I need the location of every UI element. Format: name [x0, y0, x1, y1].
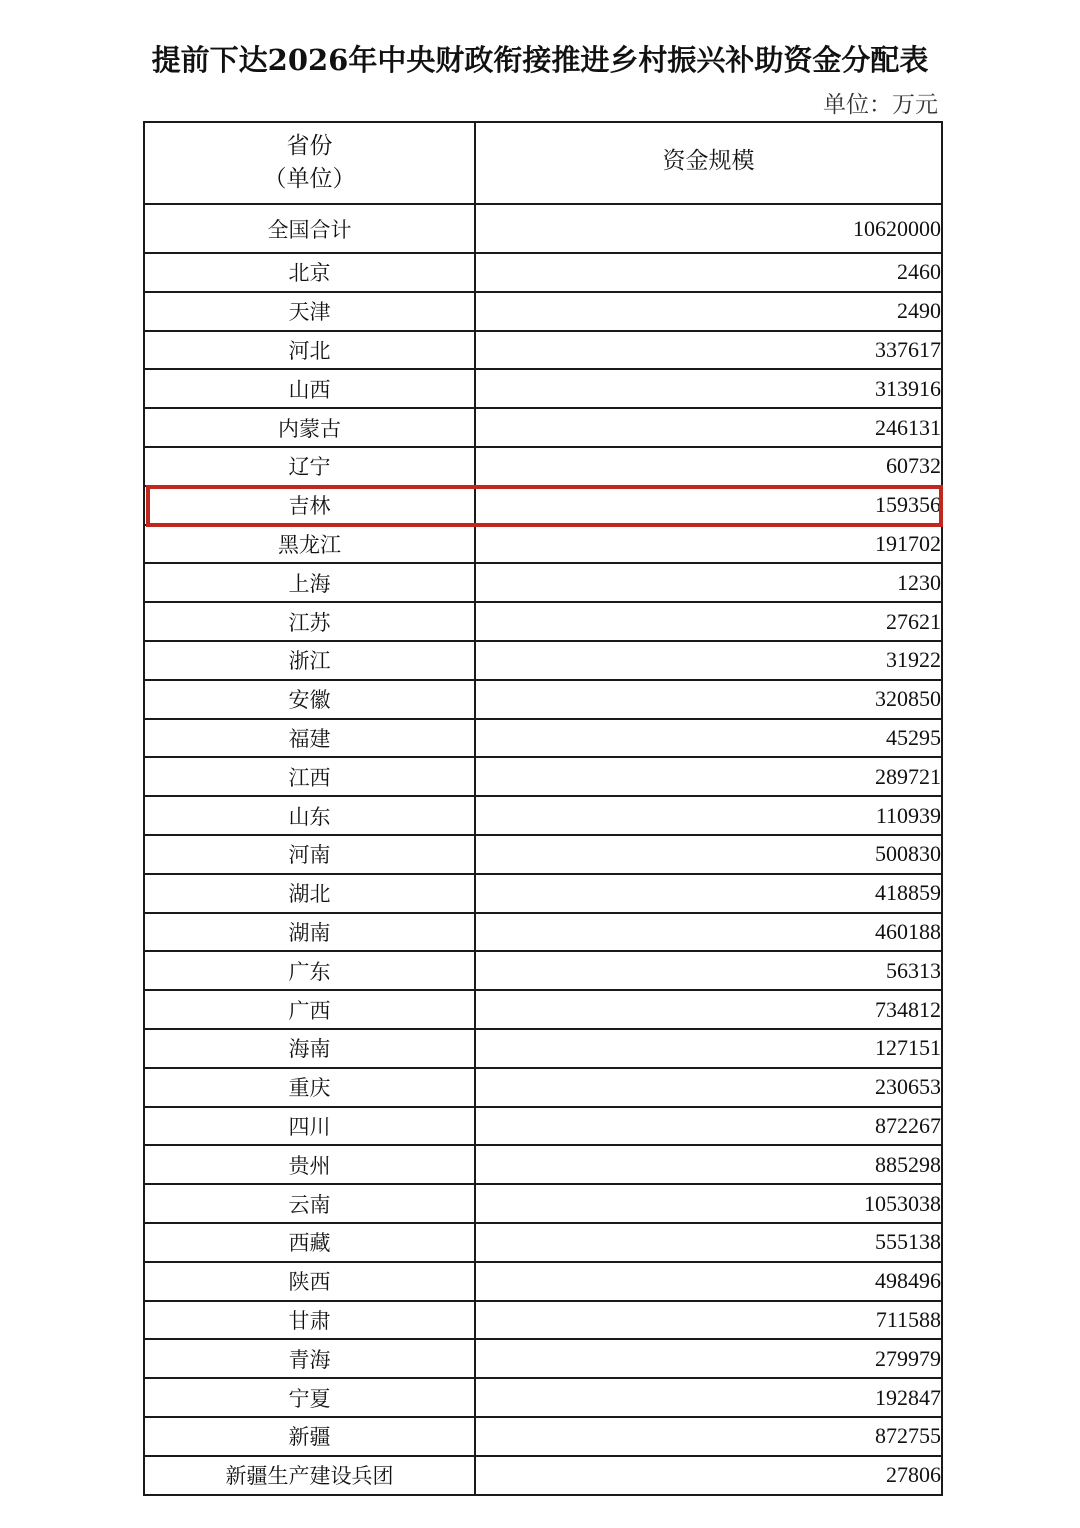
fund-value: 110939 — [475, 796, 942, 835]
fund-value: 191702 — [475, 525, 942, 564]
fund-value: 27806 — [475, 1456, 942, 1495]
province-name: 新疆 — [144, 1417, 475, 1456]
table-row — [144, 1068, 942, 1107]
province-name: 北京 — [144, 253, 475, 292]
fund-value: 500830 — [475, 835, 942, 874]
header-unit-label: （单位） — [263, 166, 356, 192]
table-row — [144, 1262, 942, 1301]
table-row — [144, 913, 942, 952]
fund-value: 159356 — [475, 486, 942, 525]
fund-value: 56313 — [475, 951, 942, 990]
table-row — [144, 719, 942, 758]
table-row — [144, 641, 942, 680]
province-name: 海南 — [144, 1029, 475, 1068]
fund-value: 872267 — [475, 1107, 942, 1146]
fund-value: 872755 — [475, 1417, 942, 1456]
table-body — [144, 204, 942, 1495]
province-name: 江西 — [144, 757, 475, 796]
document-title: 提前下达2026年中央财政衔接推进乡村振兴补助资金分配表 — [151, 43, 929, 77]
table-row — [144, 990, 942, 1029]
fund-value: 711588 — [475, 1301, 942, 1340]
table-row — [144, 369, 942, 408]
province-name: 甘肃 — [144, 1301, 475, 1340]
header-province — [144, 122, 475, 204]
fund-value: 1230 — [475, 563, 942, 602]
province-name: 吉林 — [144, 486, 475, 525]
province-name: 河北 — [144, 331, 475, 370]
table-row — [144, 757, 942, 796]
province-name: 贵州 — [144, 1145, 475, 1184]
total-row — [144, 204, 942, 253]
fund-value: 555138 — [475, 1223, 942, 1262]
table-row — [144, 1145, 942, 1184]
province-name: 广西 — [144, 990, 475, 1029]
province-name: 四川 — [144, 1107, 475, 1146]
fund-value: 460188 — [475, 913, 942, 952]
province-name: 湖南 — [144, 913, 475, 952]
fund-value: 230653 — [475, 1068, 942, 1107]
table-row — [144, 1339, 942, 1378]
province-name: 天津 — [144, 292, 475, 331]
fund-value: 289721 — [475, 757, 942, 796]
table-row — [144, 1107, 942, 1146]
province-name: 山西 — [144, 369, 475, 408]
fund-value: 498496 — [475, 1262, 942, 1301]
allocation-table — [143, 121, 943, 1496]
unit-note: 单位：万元 — [823, 92, 938, 118]
fund-value: 337617 — [475, 331, 942, 370]
table-row — [144, 408, 942, 447]
fund-value: 313916 — [475, 369, 942, 408]
header-province-label: 省份 — [286, 133, 333, 159]
fund-value: 885298 — [475, 1145, 942, 1184]
table-row — [144, 1223, 942, 1262]
province-name: 陕西 — [144, 1262, 475, 1301]
table-row — [144, 835, 942, 874]
fund-value: 279979 — [475, 1339, 942, 1378]
province-name: 上海 — [144, 563, 475, 602]
fund-value: 2460 — [475, 253, 942, 292]
table-row — [144, 796, 942, 835]
table-row — [144, 951, 942, 990]
fund-value: 2490 — [475, 292, 942, 331]
table-row — [144, 1417, 942, 1456]
fund-value: 27621 — [475, 602, 942, 641]
table-row — [144, 874, 942, 913]
table-row — [144, 486, 942, 525]
table-row — [144, 253, 942, 292]
province-name: 西藏 — [144, 1223, 475, 1262]
table-row — [144, 292, 942, 331]
header-fund-scale: 资金规模 — [475, 122, 942, 204]
fund-value: 320850 — [475, 680, 942, 719]
total-value: 10620000 — [475, 204, 942, 253]
province-name: 山东 — [144, 796, 475, 835]
province-name: 辽宁 — [144, 447, 475, 486]
table-row — [144, 331, 942, 370]
province-name: 青海 — [144, 1339, 475, 1378]
fund-value: 246131 — [475, 408, 942, 447]
fund-value: 418859 — [475, 874, 942, 913]
fund-value: 127151 — [475, 1029, 942, 1068]
province-name: 广东 — [144, 951, 475, 990]
province-name: 福建 — [144, 719, 475, 758]
table-row — [144, 1456, 942, 1495]
province-name: 安徽 — [144, 680, 475, 719]
table-row — [144, 1378, 942, 1417]
province-name: 江苏 — [144, 602, 475, 641]
table-row — [144, 1029, 942, 1068]
table-row — [144, 602, 942, 641]
province-name: 宁夏 — [144, 1378, 475, 1417]
table-row — [144, 447, 942, 486]
table-row — [144, 1301, 942, 1340]
province-name: 内蒙古 — [144, 408, 475, 447]
fund-value: 1053038 — [475, 1184, 942, 1223]
table-row — [144, 563, 942, 602]
province-name: 河南 — [144, 835, 475, 874]
province-name: 新疆生产建设兵团 — [144, 1456, 475, 1495]
province-name: 重庆 — [144, 1068, 475, 1107]
fund-value: 45295 — [475, 719, 942, 758]
table-row — [144, 525, 942, 564]
table-row — [144, 680, 942, 719]
total-name: 全国合计 — [144, 204, 475, 253]
table-header-row — [144, 122, 942, 204]
fund-value: 60732 — [475, 447, 942, 486]
province-name: 黑龙江 — [144, 525, 475, 564]
table-row — [144, 1184, 942, 1223]
fund-value: 734812 — [475, 990, 942, 1029]
fund-value: 31922 — [475, 641, 942, 680]
province-name: 湖北 — [144, 874, 475, 913]
fund-value: 192847 — [475, 1378, 942, 1417]
province-name: 云南 — [144, 1184, 475, 1223]
province-name: 浙江 — [144, 641, 475, 680]
